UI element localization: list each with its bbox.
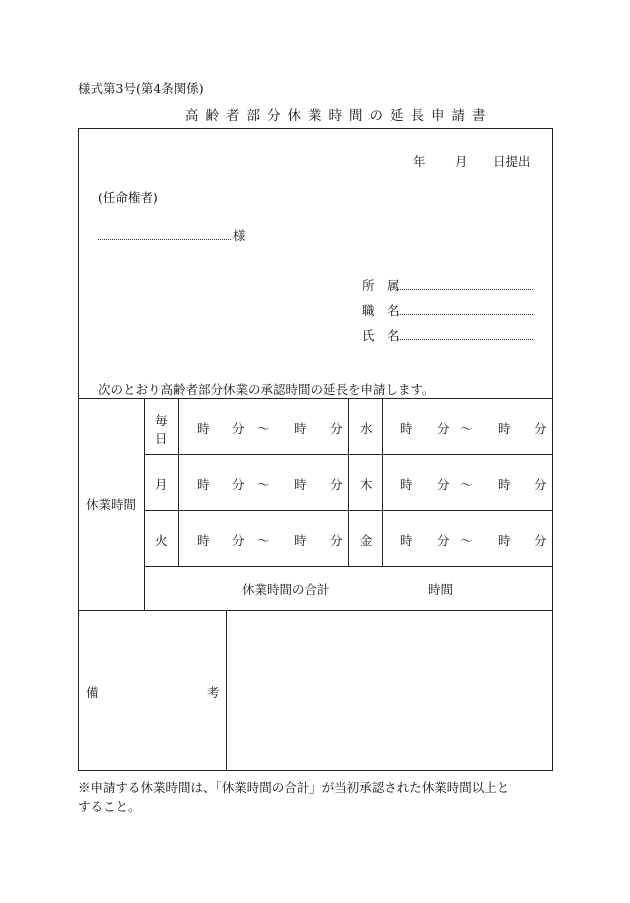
start-minute-unit: 分	[232, 477, 245, 492]
request-statement: 次のとおり高齢者部分休業の承認時間の延長を申請します。	[98, 382, 435, 397]
start-hour-unit: 時	[197, 477, 210, 492]
start-hour-unit: 時	[400, 421, 413, 436]
end-hour-unit: 時	[498, 421, 511, 436]
end-hour-unit: 時	[294, 421, 307, 436]
day-label-mon: 月	[155, 477, 168, 492]
end-minute-unit: 分	[330, 533, 343, 548]
schedule-section-label: 休業時間	[85, 497, 136, 512]
month-label: 月	[455, 154, 468, 169]
start-hour-unit: 時	[400, 477, 413, 492]
range-tilde: 〜	[257, 533, 270, 548]
addressee-name-field[interactable]	[98, 239, 231, 240]
end-minute-unit: 分	[534, 421, 547, 436]
end-hour-unit: 時	[294, 477, 307, 492]
day-submitted-label: 日提出	[493, 154, 531, 169]
range-tilde: 〜	[460, 533, 473, 548]
end-hour-unit: 時	[294, 533, 307, 548]
footnote-line-1: ※申請する休業時間は、「休業時間の合計」が当初承認された休業時間以上と	[78, 780, 510, 795]
day-label-thu: 木	[360, 477, 373, 492]
day-label-daily-2: 日	[155, 431, 168, 446]
end-minute-unit: 分	[330, 421, 343, 436]
footnote-line-2: すること。	[78, 799, 141, 814]
start-hour-unit: 時	[197, 421, 210, 436]
range-tilde: 〜	[257, 421, 270, 436]
honorific-label: 様	[233, 228, 246, 243]
name-label: 氏 名	[362, 328, 400, 343]
start-minute-unit: 分	[232, 421, 245, 436]
remarks-field[interactable]	[228, 612, 550, 768]
start-minute-unit: 分	[232, 533, 245, 548]
remarks-label-1: 備	[86, 685, 99, 700]
end-hour-unit: 時	[498, 477, 511, 492]
affiliation-label: 所 属	[362, 278, 400, 293]
total-label: 休業時間の合計	[242, 582, 330, 597]
range-tilde: 〜	[460, 477, 473, 492]
range-tilde: 〜	[460, 421, 473, 436]
start-hour-unit: 時	[197, 533, 210, 548]
position-field[interactable]	[398, 314, 533, 315]
end-hour-unit: 時	[498, 533, 511, 548]
range-tilde: 〜	[257, 477, 270, 492]
total-unit: 時間	[428, 582, 454, 597]
form-number: 様式第3号(第4条関係)	[78, 81, 204, 96]
end-minute-unit: 分	[534, 533, 547, 548]
day-label-wed: 水	[360, 421, 373, 436]
end-minute-unit: 分	[534, 477, 547, 492]
affiliation-field[interactable]	[398, 289, 533, 290]
day-label-tue: 火	[155, 533, 168, 548]
day-label-daily-1: 毎	[155, 413, 168, 428]
name-field[interactable]	[398, 339, 533, 340]
remarks-label-2: 考	[207, 685, 220, 700]
start-minute-unit: 分	[437, 533, 450, 548]
year-label: 年	[413, 154, 426, 169]
start-hour-unit: 時	[400, 533, 413, 548]
total-hours-field[interactable]	[340, 578, 425, 596]
form-title: 高齢者部分休業時間の延長申請書	[185, 108, 493, 124]
position-label: 職 名	[362, 303, 400, 318]
end-minute-unit: 分	[330, 477, 343, 492]
appointer-label: (任命権者)	[98, 190, 158, 205]
day-label-fri: 金	[360, 533, 373, 548]
start-minute-unit: 分	[437, 421, 450, 436]
start-minute-unit: 分	[437, 477, 450, 492]
